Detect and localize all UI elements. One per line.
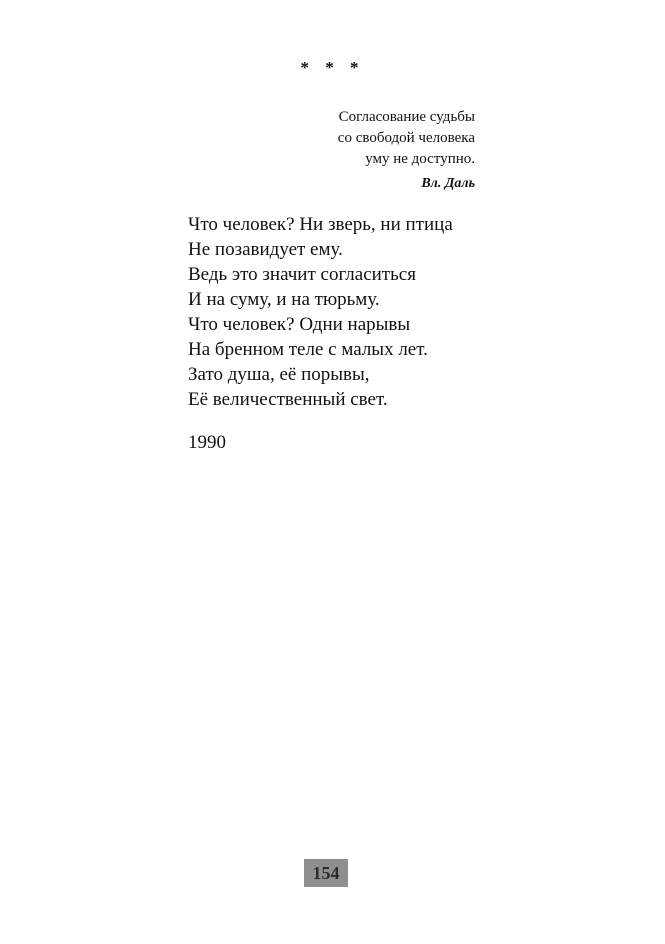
poem-line: Не позавидует ему.: [188, 239, 343, 260]
epigraph-line: Согласование судьбы: [338, 109, 475, 125]
poem-line: Что человек? Одни нарывы: [188, 314, 411, 335]
poem-line: Что человек? Ни зверь, ни птица: [188, 214, 453, 235]
poem-line: Её величественный свет.: [188, 389, 388, 410]
poem-line: На бренном теле с малых лет.: [188, 339, 428, 360]
poem-line: Зато душа, её порывы,: [188, 364, 370, 385]
poem-line: Ведь это значит согласиться: [188, 264, 416, 285]
epigraph-author: Вл. Даль: [421, 176, 475, 191]
page-number: 154: [304, 859, 348, 887]
epigraph: [338, 107, 475, 194]
poem-line: И на суму, и на тюрьму.: [188, 289, 380, 310]
epigraph-line: со свободой человека: [337, 130, 475, 146]
epigraph-line: уму не доступно.: [365, 151, 475, 167]
section-ornament: * * *: [300, 58, 365, 77]
poem-year: 1990: [188, 432, 226, 453]
poem-body: [188, 212, 453, 412]
